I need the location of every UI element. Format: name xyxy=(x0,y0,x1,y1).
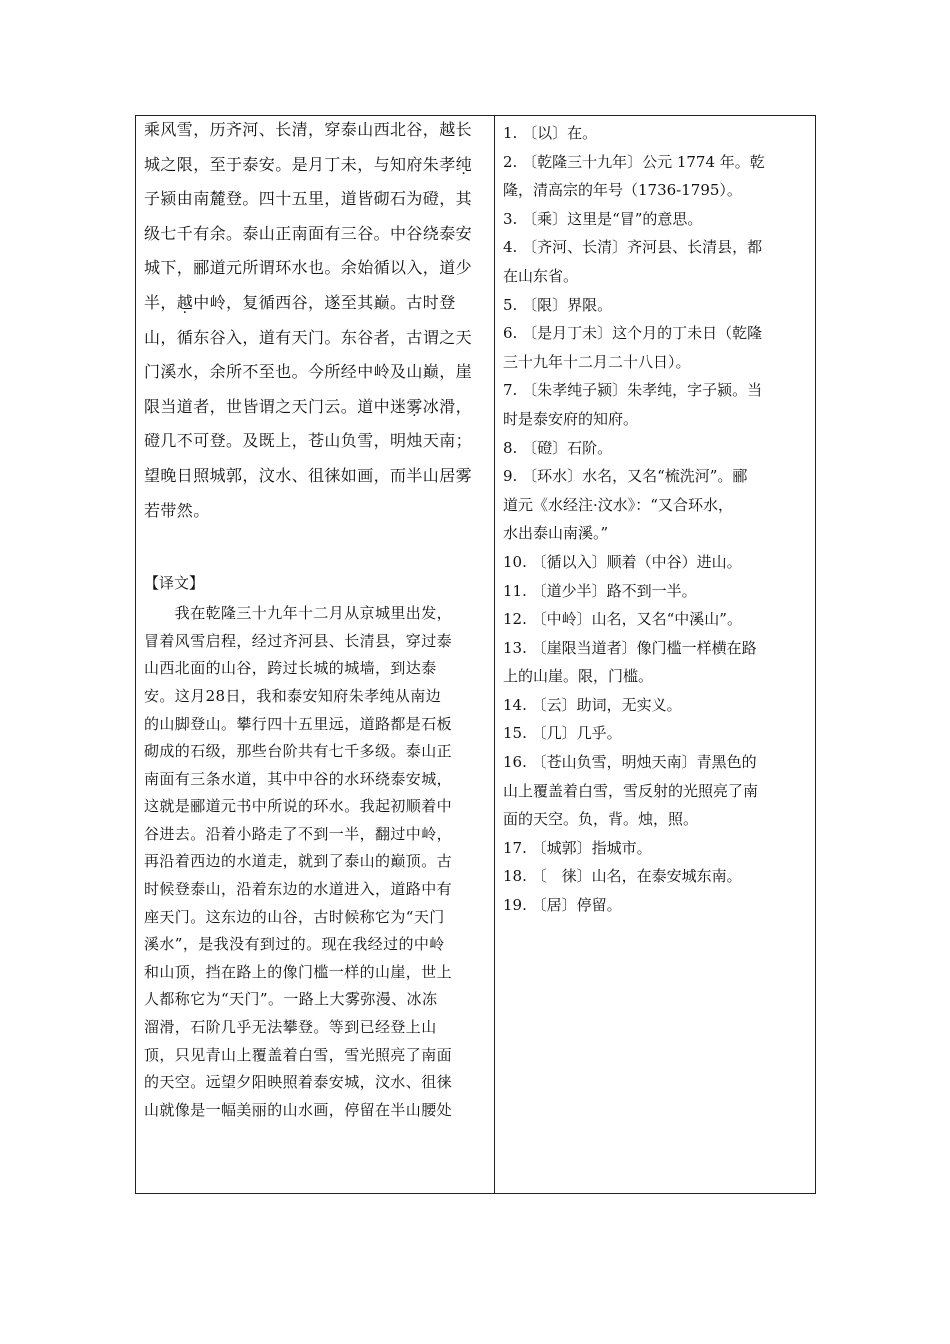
note-line: 时是泰安府的知府。 xyxy=(503,409,639,428)
note-line: 7. 〔朱孝纯子颍〕朱孝纯，字子颍。当 xyxy=(503,381,763,400)
note-line: 在山东省。 xyxy=(503,266,579,285)
translation-line: 溜滑，石阶几乎无法攀登。等到已经登上山 xyxy=(144,1018,437,1037)
emphasis-dot-char: 其 xyxy=(455,189,473,209)
original-line: 门溪水，余所不至也。今所经中岭及山巅，崖 xyxy=(144,362,473,382)
note-line: 5. 〔限〕界限。 xyxy=(503,295,613,314)
note-line: 10. 〔循以入〕顺着（中谷）进山。 xyxy=(503,552,742,571)
emphasis-dot-char: 烛 xyxy=(406,431,423,451)
translation-line: 山就像是一幅美丽的山水画，停留在半山腰处 xyxy=(144,1100,453,1119)
note-line: 上的山崖。限，门槛。 xyxy=(503,667,654,686)
original-line: 半，越中岭，复循西谷，遂至其巅。古时登 xyxy=(144,292,456,312)
note-line: 1. 〔以〕在。 xyxy=(503,124,598,142)
translation-line: 溪水”，是我没有到过的。现在我经过的中岭 xyxy=(144,935,445,954)
translation-line: 南面有三条水道，其中中谷的水环绕泰安城， xyxy=(144,769,453,788)
emphasis-dot-char: 循 xyxy=(176,327,194,347)
original-line: 若带然。 xyxy=(144,500,210,520)
note-line: 9. 〔环水〕水名，又名“梳洗河”。郦 xyxy=(503,467,748,486)
translation-line: 再沿着西边的水道走，就到了泰山的巅顶。古 xyxy=(144,852,453,871)
translation-line: 山西北面的山谷，跨过长城的城墙，到达泰 xyxy=(144,659,437,678)
note-line: 8. 〔磴〕石阶。 xyxy=(503,438,613,457)
translation-line: 我在乾隆三十九年十二月从京城里出发， xyxy=(144,604,453,623)
original-line: 限当道者，世皆谓之天门云。道中迷雾冰滑， xyxy=(144,396,473,416)
translation-line: 砌成的石级，那些台阶共有七千多级。泰山正 xyxy=(144,742,453,761)
left-column xyxy=(144,116,488,1193)
note-line: 隆，清高宗的年号（1736-1795）。 xyxy=(503,181,742,200)
text-table xyxy=(135,115,816,1194)
note-line: 14. 〔云〕助词，无实义。 xyxy=(503,695,682,714)
translation-line: 时候登泰山，沿着东边的水道进入，道路中有 xyxy=(144,880,453,899)
note-line: 三十九年十二月二十八日）。 xyxy=(503,352,691,371)
translation-heading: 【译文】 xyxy=(144,574,205,593)
translation-line: 顶，只见青山上覆盖着白雪，雪光照亮了南面 xyxy=(144,1045,453,1064)
note-line: 18. 〔 徕〕山名，在泰安城东南。 xyxy=(503,867,742,886)
translation-line: 的天空。远望夕阳映照着泰安城，汶水、徂徕 xyxy=(144,1073,453,1092)
translation-line: 这就是郦道元书中所说的环水。我起初顺着中 xyxy=(144,797,453,816)
notes-list xyxy=(503,119,811,920)
note-line: 13. 〔崖限当道者〕像门槛一样横在路 xyxy=(503,638,757,657)
note-line: 2. 〔乾隆三十九年〕公元 1774 年。乾 xyxy=(503,152,765,171)
note-line: 4. 〔齐河、长清〕齐河县、长清县，都 xyxy=(503,238,763,257)
note-line: 17. 〔城郭〕指城市。 xyxy=(503,838,652,857)
note-line: 道元《水经注·汶水》：“又合环水， xyxy=(503,495,733,514)
original-line: 级七千有余。泰山正南面有三谷。中谷绕泰安 xyxy=(144,223,473,243)
note-line: 19. 〔居〕停留。 xyxy=(503,896,622,915)
note-line: 11. 〔道少半〕路不到一半。 xyxy=(503,581,697,600)
note-line: 15. 〔几〕几乎。 xyxy=(503,724,622,743)
original-line: 城下，郦道元所谓环水也。余始循以入，道少 xyxy=(144,258,473,278)
original-line: 子颍由南麓登。四十五里，道皆砌石为磴，其 xyxy=(144,182,488,217)
note-line: 水出泰山南溪。” xyxy=(503,524,609,543)
note-line: 3. 〔乘〕这里是“冒”的意思。 xyxy=(503,209,703,228)
note-line: 山上覆盖着白雪，雪反射的光照亮了南 xyxy=(503,781,759,800)
note-line: 面的天空。负，背。烛，照。 xyxy=(503,810,699,829)
original-line: 磴几不可登。及既上，苍山负雪，明烛天南； xyxy=(144,424,488,459)
note-line: 6. 〔是月丁未〕这个月的丁未日（乾隆 xyxy=(503,324,763,343)
translation-line: 人都称它为“天门”。一路上大雾弥漫、冰冻 xyxy=(144,990,438,1009)
original-line: 乘风雪，历齐河、长清，穿泰山西北谷，越长 xyxy=(144,120,473,139)
original-text xyxy=(144,116,488,528)
translation-line: 和山顶，挡在路上的像门槛一样的山崖，世上 xyxy=(144,962,453,981)
translation-text xyxy=(144,600,488,1124)
translation-line: 谷进去。沿着小路走了不到一半，翻过中岭， xyxy=(144,824,453,843)
note-line: 12. 〔中岭〕山名，又名“中溪山”。 xyxy=(503,610,742,629)
translation-line: 安。这月28日，我和泰安知府朱孝纯从南边 xyxy=(144,686,442,705)
column-divider xyxy=(494,116,495,1193)
original-line: 望晚日照城郭，汶水、徂徕如画，而半山居雾 xyxy=(144,465,473,485)
original-line: 山，循东谷入，道有天门。东谷者，古谓之天 xyxy=(144,321,488,356)
translation-line: 座天门。这东边的山谷，古时候称它为“天门 xyxy=(144,907,445,926)
original-line: 城之限，至于泰安。是月丁未，与知府朱孝纯 xyxy=(144,154,473,174)
notes-column xyxy=(503,116,811,1193)
translation-line: 冒着风雪启程，经过齐河县、长清县，穿过泰 xyxy=(144,631,453,650)
translation-line: 的山脚登山。攀行四十五里远，道路都是石板 xyxy=(144,714,453,733)
note-line: 16. 〔苍山负雪，明烛天南〕青黑色的 xyxy=(503,753,757,772)
